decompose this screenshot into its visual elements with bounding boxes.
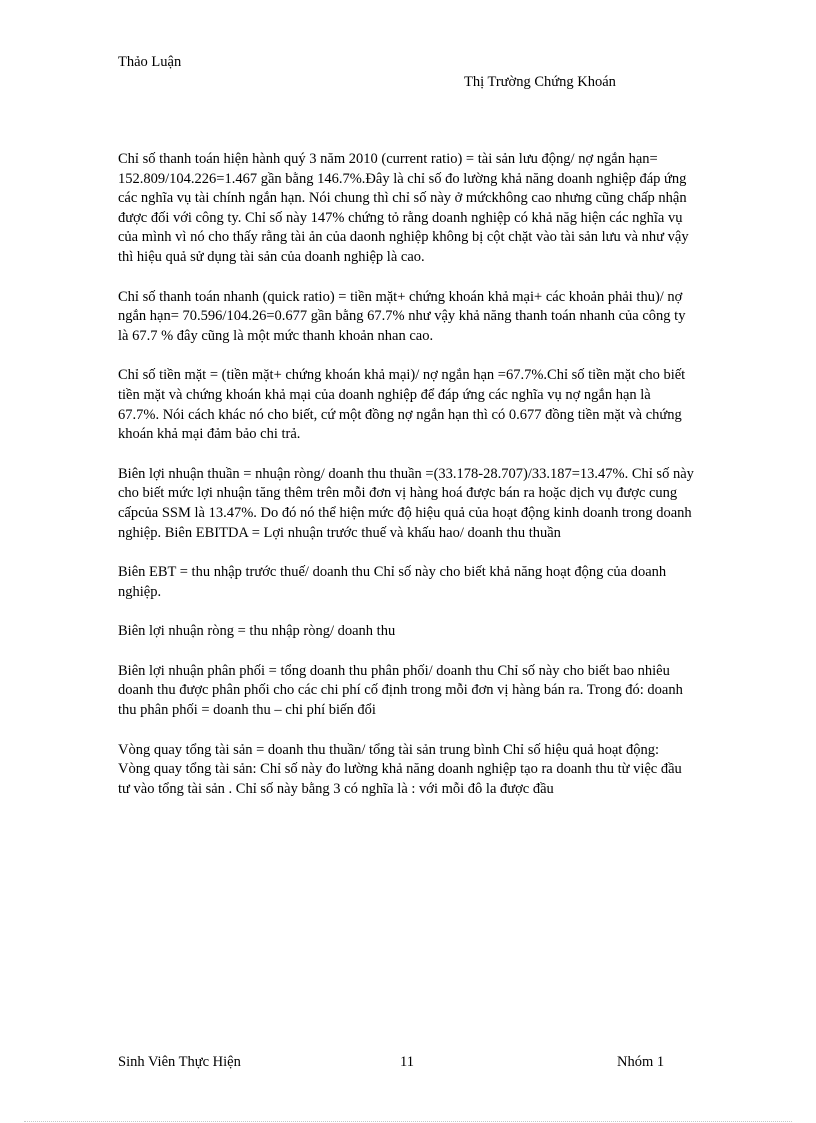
paragraph-contribution-margin: Biên lợi nhuận phân phối = tổng doanh thu phân phối/ doanh thu Chỉ số này cho biết bao nhiêu doanh thu được phân phối cho các chi phí cố định trong mỗi đơn vị hàng bán ra. Trong đó: doanh thu phân phối = doanh thu – chi phí biến đổi: [118, 662, 683, 719]
paragraph-asset-turnover: Vòng quay tổng tài sản = doanh thu thuần/ tổng tài sản trung bình Chỉ số hiệu quả hoạt động: Vòng quay tổng tài sản: Chỉ số này đo lường khả năng doanh nghiệp tạo ra doanh thu từ việc đầu tư vào tổng tài sản . Chỉ số này bằng 3 có nghĩa là : với mỗi đô la được đầu: [118, 741, 682, 797]
header-left-title: Thảo Luận: [118, 54, 182, 70]
paragraph-quick-ratio: Chỉ số thanh toán nhanh (quick ratio) = tiền mặt+ chứng khoán khả mại+ các khoản phải thu)/ nợ ngắn hạn= 70.596/104.26=0.677 gần bằng 67.7% như vậy khả năng thanh toán nhanh của công ty là 67.7 % đây cũng là một mức thanh khoản nhan cao.: [118, 288, 686, 344]
paragraph-net-profit-margin: Biên lợi nhuận thuần = nhuận ròng/ doanh thu thuần =(33.178-28.707)/33.187=13.47%. Chỉ số này cho biết mức lợi nhuận tăng thêm trên mỗi đơn vị hàng hoá được bán ra hoặc dịch vụ được cung cấpcủa SSM là 13.47%. Do đó nó thể hiện mức độ hiệu quả của hoạt động kinh doanh trong doanh nghiệp. Biên EBITDA = Lợi nhuận trước thuế và khấu hao/ doanh thu thuần: [118, 465, 694, 541]
header-right-title: Thị Trường Chứng Khoán: [464, 74, 616, 90]
paragraph-cash-ratio: Chỉ số tiền mặt = (tiền mặt+ chứng khoán khả mại)/ nợ ngắn hạn =67.7%.Chỉ số tiền mặt cho biết tiền mặt và chứng khoán khả mại của doanh nghiệp để đáp ứng các nghĩa vụ nợ ngắn hạn là 67.7%. Nói cách khác nó cho biết, cứ một đồng nợ ngắn hạn thì có 0.677 đồng tiền mặt và chứng khoán khả mại đảm bảo chi trả.: [118, 367, 686, 443]
footer-right-text: Nhóm 1: [617, 1054, 665, 1070]
paragraph-net-income-margin: Biên lợi nhuận ròng = thu nhập ròng/ doanh thu: [118, 623, 396, 640]
footer-left-text: Sinh Viên Thực Hiện: [118, 1054, 241, 1070]
paragraph-current-ratio: Chỉ số thanh toán hiện hành quý 3 năm 2010 (current ratio) = tài sản lưu động/ nợ ngắn hạn= 152.809/104.226=1.467 gần bằng 146.7%.Đây là chỉ số đo lường khả năng doanh nghiệp đáp ứng các nghĩa vụ tài chính ngắn hạn. Nói chung thì chỉ số này ở mứckhông cao nhưng cũng chấp nhận được đối với công ty. Chỉ số này 147% chứng tỏ rằng doanh nghiệp có khả năg hiện các nghĩa vụ của mình vì nó cho thấy rằng tài ản của daonh nghiệp không bị cột chặt vào tài sản lưu và như vậy thì hiệu quả sử dụng tài sản của doanh nghiệp là cao.: [118, 151, 689, 265]
document-body: [118, 150, 694, 819]
page-bottom-divider: [24, 1121, 792, 1122]
page-number: 11: [400, 1054, 414, 1070]
paragraph-ebt-margin: Biên EBT = thu nhập trước thuế/ doanh thu Chỉ số này cho biết khả năng hoạt động của doanh nghiệp.: [118, 564, 667, 600]
